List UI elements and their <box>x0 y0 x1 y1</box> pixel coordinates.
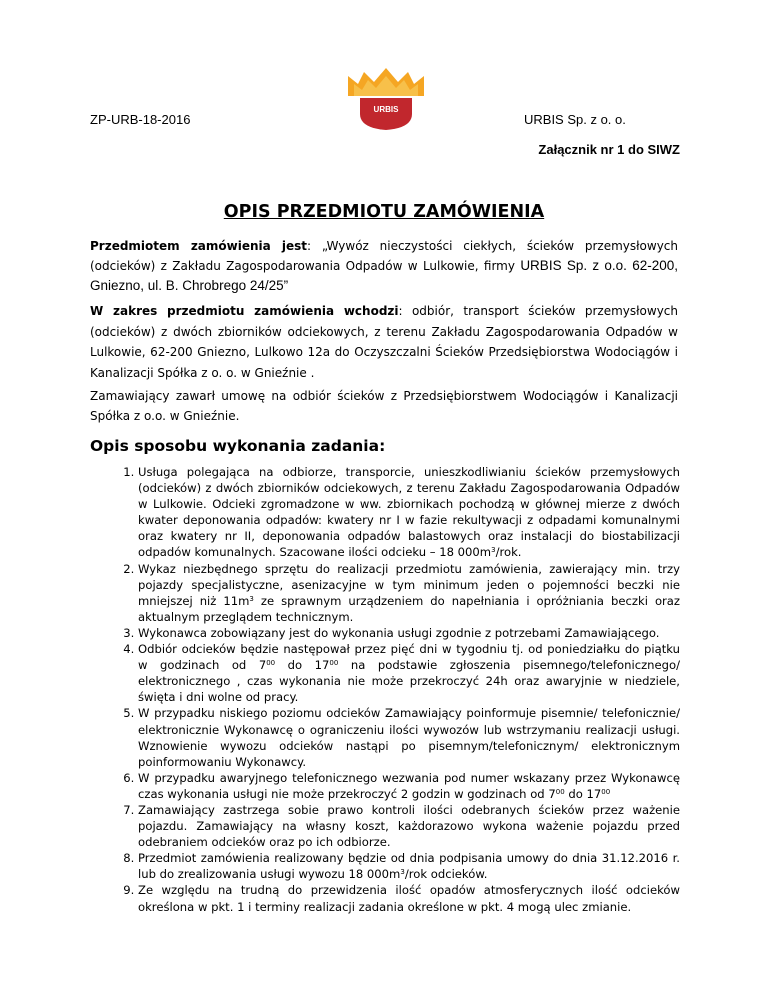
list-item: 7. Zamawiający zastrzega sobie prawo kontroli ilości odebranych ścieków przez ważenie pojazdu. Zamawiający na własny koszt, każdorazowo wykona ważenie pojazdu przed odebraniem odcieków oraz po ich odbiorze. <box>138 802 680 850</box>
list-item: 1. Usługa polegająca na odbiorze, transporcie, unieszkodliwianiu ścieków przemysłowych (odcieków) z dwóch zbiorników odciekowych, z terenu Zakładu Zagospodarowania Odpadów w Lulkowie. Odcieki zgromadzone w ww. zbiornikach pochodzą w głównej mierze z dwóch kwater deponowania odpadów: kwatery nr I w fazie rekultywacji z odpadami komunalnymi oraz kwatery nr II, deponowania odpadów balastowych oraz instalacji do biostabilizacji odpadów komunalnych. Szacowane ilości odcieku – 18 $000m^3$/rok. <box>138 464 680 561</box>
scope-paragraph <box>90 301 678 383</box>
contract-note-paragraph <box>90 386 678 426</box>
subject-paragraph <box>90 236 678 296</box>
scope-text: : odbiór, transport ścieków przemysłowych (odcieków) z dwóch zbiorników odciekowych, z terenu Zakładu Zagospodarowania Odpadów w Lulkowie, 62-200 Gniezno, Lulkowo 12a do Oczyszczalni Ścieków Przedsiębiorstwa Wodociągów i Kanalizacji Spółka z o. o. w Gnieźnie . <box>90 304 678 380</box>
scope-label: W zakres przedmiotu zamówienia wchodzi <box>90 304 399 318</box>
logo-text: URBIS <box>373 105 399 114</box>
badge-shape <box>360 98 412 130</box>
task-list <box>90 464 680 915</box>
document-reference: ZP-URB-18-2016 <box>90 112 191 127</box>
list-item: 5. W przypadku niskiego poziomu odcieków Zamawiający poinformuje pisemnie/ telefonicznie/ elektronicznie Wykonawcę o ograniczeniu ilości wywozów lub wstrzymaniu realizacji usługi. Wznowienie wywozu odcieków nastąpi po pisemnym/telefonicznym/ elektronicznym poinformowaniu Wykonawcy. <box>138 705 680 769</box>
document-title: OPIS PRZEDMIOTU ZAMÓWIENIA <box>223 202 545 222</box>
list-item: 9. Ze względu na trudną do przewidzenia ilość opadów atmosferycznych ilość odcieków określona w pkt. 1 i terminy realizacji zadania określone w pkt. 4 mogą ulec zmianie. <box>138 882 680 914</box>
list-item: 2. Wykaz niezbędnego sprzętu do realizacji przedmiotu zamówienia, zawierający min. trzy pojazdy specjalistyczne, asenizacyjne w tym minimum jeden o pojemności beczki nie mniejszej niż $11m^3$ ze sprawnym urządzeniem do napełniania i opróżniania beczki oraz aktualnym przeglądem technicznym. <box>138 561 680 625</box>
subject-label: Przedmiotem zamówienia jest <box>90 239 308 253</box>
contract-note: Zamawiający zawarł umowę na odbiór ścieków z Przedsiębiorstwem Wodociągów i Kanalizacji Spółka z o.o. w Gnieźnie. <box>90 389 678 423</box>
subject-text: : „Wywóz nieczystości ciekłych, ścieków przemysłowych (odcieków) z Zakładu Zagospodarowania Odpadów w Lulkowie, firmy <box>90 239 679 273</box>
list-item: 3. Wykonawca zobowiązany jest do wykonania usługi zgodnie z potrzebami Zamawiającego. <box>138 625 680 641</box>
annex-label: Załącznik nr 1 do SIWZ <box>538 142 680 157</box>
list-item: 8. Przedmiot zamówienia realizowany będzie od dnia podpisania umowy do dnia 31.12.2016 r. lub do zrealizowania usługi wywozu 18 $000m^3$/rok odcieków. <box>138 850 680 882</box>
urbis-logo <box>340 62 432 132</box>
list-item: 6. W przypadku awaryjnego telefonicznego wezwania pod numer wskazany przez Wykonawcę czas wykonania usługi nie może przekroczyć 2 godzin w godzinach od $7^{00}$ do $17^{00}$ <box>138 770 680 802</box>
subject-address: URBIS Sp. z o.o. 62-200, Gniezno, ul. B. Chrobrego 24/25” <box>90 258 678 293</box>
crown-icon <box>348 68 424 96</box>
section-heading: Opis sposobu wykonania zadania: <box>90 437 386 455</box>
company-name: URBIS Sp. z o. o. <box>524 112 626 127</box>
list-item: 4. Odbiór odcieków będzie następował przez pięć dni w tygodniu tj. od poniedziałku do piątku w godzinach od $7^{00}$ do $17^{00}$ na podstawie zgłoszenia pisemnego/telefonicznego/ elektronicznego , czas wykonania nie może przekroczyć 24h oraz awaryjnie w niedziele, święta i dni wolne od pracy. <box>138 641 680 705</box>
